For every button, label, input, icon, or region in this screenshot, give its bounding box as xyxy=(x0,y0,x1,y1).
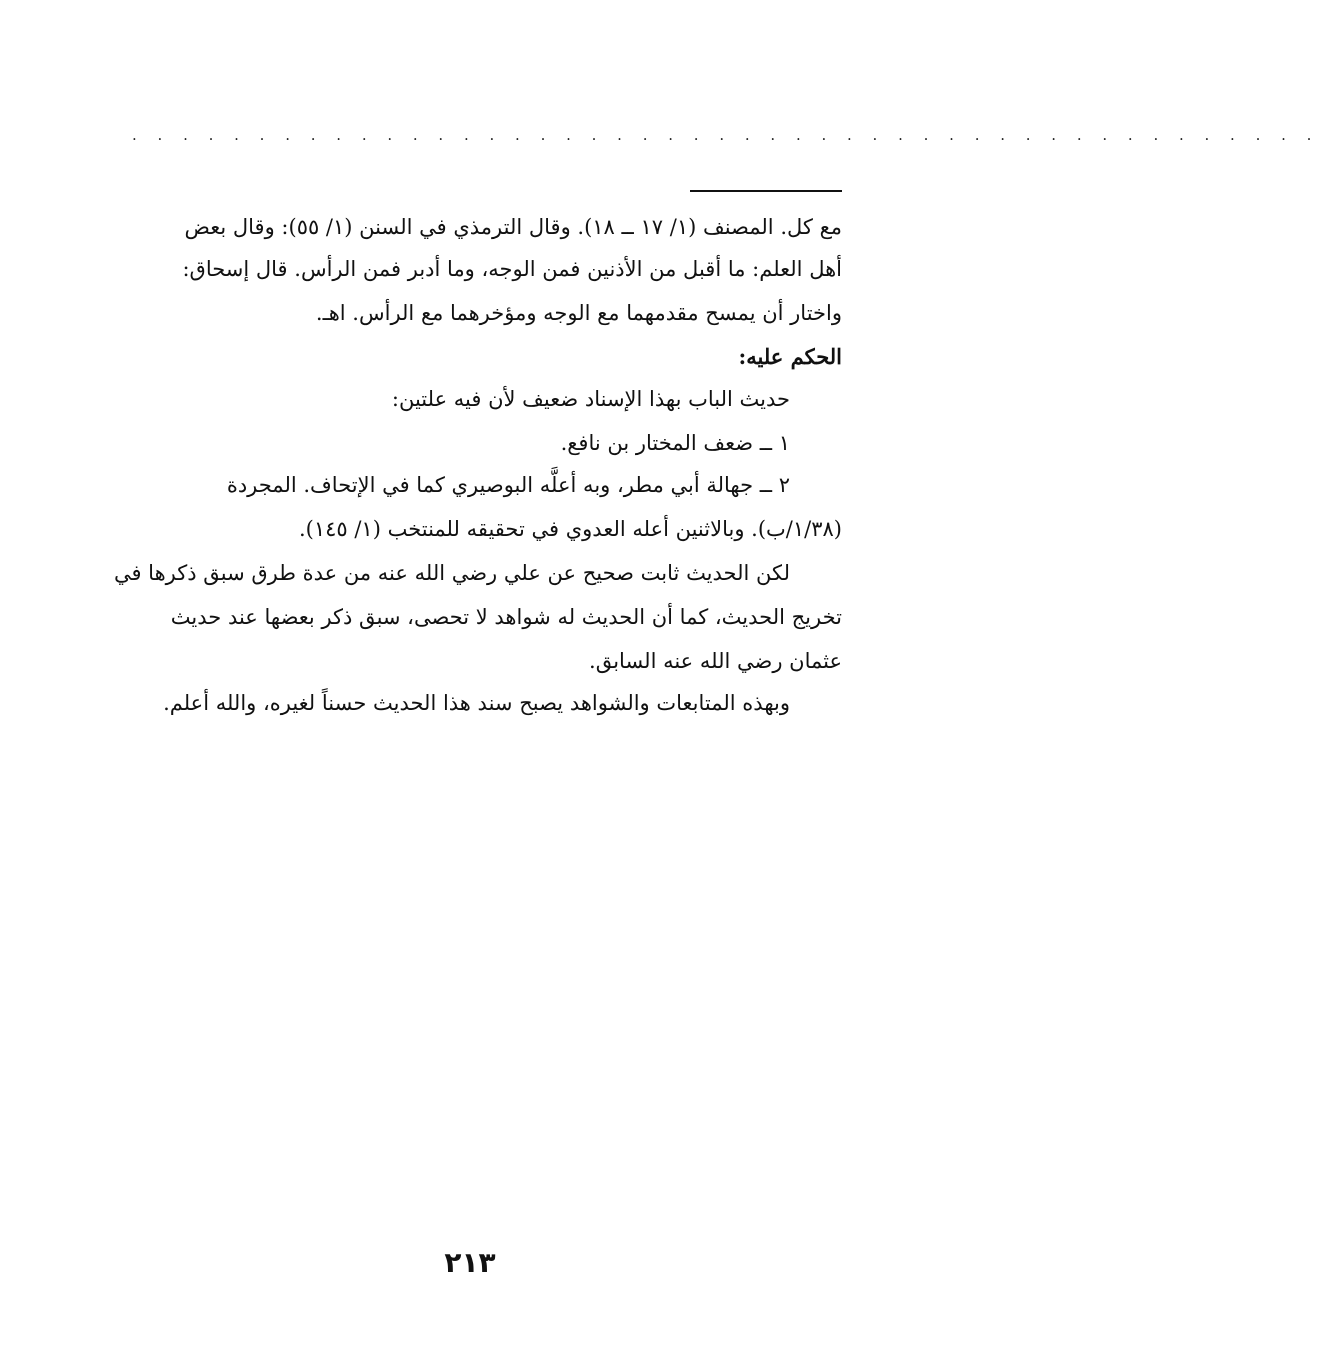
footnote-line-1: مع كل. المصنف (١/ ١٧ ــ ١٨). وقال الترمذي في السنن (١/ ٥٥): وقال بعض xyxy=(184,215,842,239)
page-number: ٢١٣ xyxy=(444,1246,496,1279)
defect-item-2-line-2: (١/٣٨/ب). وبالاثنين أعله العدوي في تحقيقه للمنتخب (١/ ١٤٥). xyxy=(298,517,842,541)
defect-item-1: ١ ــ ضعف المختار بن نافع. xyxy=(560,431,790,455)
footnote-line-3: واختار أن يمسح مقدمهما مع الوجه ومؤخرهما مع الرأس. اهـ. xyxy=(315,301,842,325)
ruling-heading: الحكم عليه: xyxy=(738,344,842,369)
footnote-separator-line xyxy=(690,190,842,192)
conclusion-line: وبهذه المتابعات والشواهد يصبح سند هذا الحديث حسناً لغيره، والله أعلم. xyxy=(163,691,790,715)
paragraph-line-1: لكن الحديث ثابت صحيح عن علي رضي الله عنه من عدة طرق سبق ذكرها في xyxy=(113,561,790,585)
defect-item-2-line-1: ٢ ــ جهالة أبي مطر، وبه أعلَّه البوصيري كما في الإتحاف. المجردة xyxy=(226,473,790,497)
dotted-separator: . . . . . . . . . . . . . . . . . . . . . . . . . . . . . . . . . . . . . . . . . . . . . . . xyxy=(132,126,1319,144)
footnote-line-2: أهل العلم: ما أقبل من الأذنين فمن الوجه، وما أدبر فمن الرأس. قال إسحاق: xyxy=(182,257,842,281)
paragraph-line-2: تخريج الحديث، كما أن الحديث له شواهد لا تحصى، سبق ذكر بعضها عند حديث xyxy=(170,605,842,629)
main-text xyxy=(113,212,842,715)
paragraph-line-3: عثمان رضي الله عنه السابق. xyxy=(589,649,842,673)
ruling-intro: حديث الباب بهذا الإسناد ضعيف لأن فيه علتين: xyxy=(391,387,790,411)
